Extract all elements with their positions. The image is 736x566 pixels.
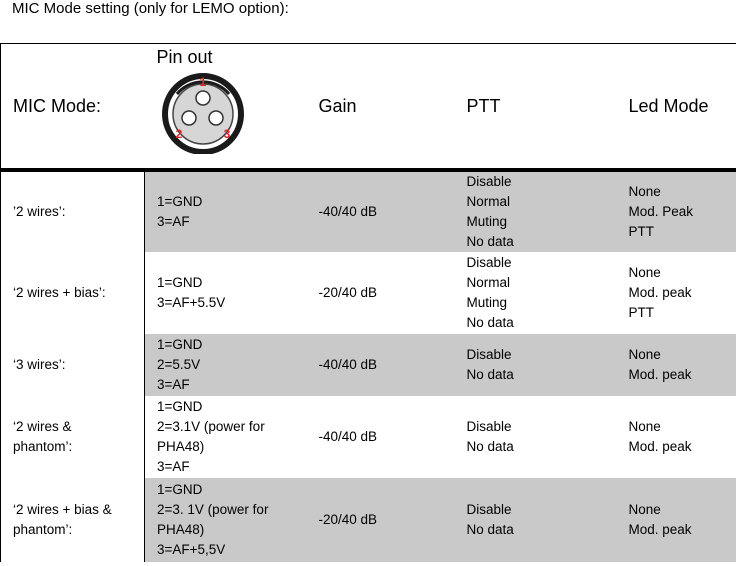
mic-mode-table <box>0 43 736 562</box>
row-led: None Mod. peak PTT <box>617 252 736 334</box>
pin-1-icon <box>196 91 210 105</box>
row-led: None Mod. Peak PTT <box>617 170 736 252</box>
table-caption: MIC Mode setting (only for LEMO option): <box>12 0 289 17</box>
header-pinout <box>145 44 307 171</box>
row-led: None Mod. peak <box>617 334 736 396</box>
row-mode: ‘2 wires + bias’: <box>1 252 145 334</box>
pinout-label: Pin out <box>156 47 213 67</box>
row-pins: 1=GND 2=3. 1V (power for PHA48) 3=AF+5,5V <box>145 478 307 562</box>
table-row <box>1 252 736 334</box>
row-gain: -40/40 dB <box>307 334 455 396</box>
row-gain: -40/40 dB <box>318 429 378 444</box>
row-led: None Mod. peak <box>617 396 736 478</box>
row-mode: ‘2 wires & phantom’: <box>1 396 145 478</box>
header-gain: Gain <box>307 44 455 171</box>
header-row <box>1 44 736 171</box>
pin-label-3: 3 <box>223 127 230 141</box>
row-ptt: Disable No data <box>466 419 514 454</box>
pin-3-icon <box>209 111 223 125</box>
row-pins: 1=GND 2=5.5V 3=AF <box>145 334 307 396</box>
row-mode: ‘3 wires’: <box>1 334 145 396</box>
row-ptt: Disable No data <box>455 478 617 562</box>
header-mic-mode: MIC Mode: <box>1 44 145 171</box>
table-row <box>1 170 736 252</box>
pin-label-1: 1 <box>199 75 206 89</box>
row-gain: -40/40 dB <box>307 170 455 252</box>
row-ptt: Disable Normal Muting No data <box>455 170 617 252</box>
row-pins: 1=GND 2=3.1V (power for PHA48) 3=AF <box>157 399 265 474</box>
table-row <box>1 396 736 478</box>
row-led: None Mod. peak <box>617 478 736 562</box>
table-row <box>1 478 736 562</box>
pin-2-icon <box>182 111 196 125</box>
connector-pinout-icon <box>155 72 255 154</box>
row-mode: ’2 wires’: <box>1 170 145 252</box>
row-pins: 1=GND 3=AF <box>145 170 307 252</box>
row-mode: ‘2 wires + bias & phantom’: <box>1 478 145 562</box>
pin-label-2: 2 <box>175 127 182 141</box>
row-ptt: Disable Normal Muting No data <box>466 255 514 330</box>
row-ptt: Disable No data <box>455 334 617 396</box>
header-ptt: PTT <box>455 44 617 171</box>
row-gain: -20/40 dB <box>307 478 455 562</box>
row-gain: -20/40 dB <box>318 285 378 300</box>
table-row <box>1 334 736 396</box>
row-pins: 1=GND 3=AF+5.5V <box>157 275 226 310</box>
header-led-mode: Led Mode <box>617 44 736 171</box>
